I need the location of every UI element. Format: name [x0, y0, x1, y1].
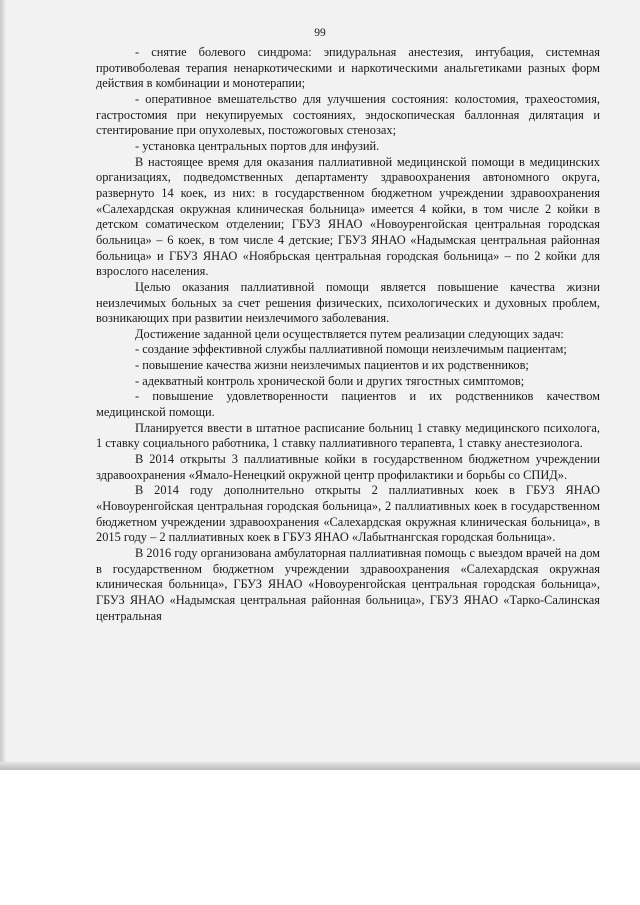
paragraph-task-quality: - повышение качества жизни неизлечимых пациентов и их родственников;	[135, 358, 529, 373]
paragraph-central-ports: - установка центральных портов для инфузий.	[135, 138, 380, 153]
paragraph-task-service: - создание эффективной службы паллиативной помощи неизлечимым пациентам;	[135, 342, 567, 357]
document-body	[96, 45, 600, 624]
scan-shadow-left	[0, 0, 6, 770]
paragraph-2016-outpatient: В 2016 году организована амбулаторная паллиативная помощь с выездом врачей на дом в государственном бюджетном учреждении здравоохранения «Салехардская окружная клиническая больница», ГБУЗ ЯНАО «Новоуренгойская центральная городская больница», ГБУЗ ЯНАО «Надымская центральная районная больница», ГБУЗ ЯНАО «Тарко-Салинская центральная	[96, 546, 600, 623]
paragraph-staffing-plan: Планируется ввести в штатное расписание больниц 1 ставку медицинского психолога, 1 ставку социального работника, 1 ставку паллиативного терапевта, 1 ставку анестезиолога.	[96, 420, 600, 451]
page-number: 99	[314, 27, 326, 39]
paragraph-task-satisfaction: - повышение удовлетворенности пациентов и их родственников качеством медицинской помощи.	[96, 389, 600, 420]
scan-shadow-bottom	[0, 762, 640, 770]
paragraph-2014-aids-center: В 2014 открыты 3 паллиативные койки в государственном бюджетном учреждении здравоохранения «Ямало-Ненецкий окружной центр профилактики и борьбы со СПИД».	[96, 452, 600, 482]
paragraph-surgical-intervention: - оперативное вмешательство для улучшения состояния: колостомия, трахеостомия, гастростомия при некупируемых состояниях, эндоскопическая баллонная дилятация и стентирование при опухолевых, постожоговых стенозах;	[96, 91, 600, 138]
paragraph-current-beds: В настоящее время для оказания паллиативной медицинской помощи в медицинских организациях, подведомственных департаменту здравоохранения автономного округа, развернуто 14 коек, из них: в государственном бюджетном учреждении здравоохранения «Салехардская окружная клиническая больница» имеется 4 койки, в том числе 2 койки в детском соматическом отделении; ГБУЗ ЯНАО «Новоуренгойская центральная городская больница» – 6 коек, в том числе 4 детские; ГБУЗ ЯНАО «Надымская центральная районная больница» и ГБУЗ ЯНАО «Ноябрьская центральная городская больница» – по 2 койки для взрослого населения.	[96, 154, 600, 279]
paragraph-pain-relief: - снятие болевого синдрома: эпидуральная анестезия, интубация, системная противоболевая терапия ненаркотическими и наркотическими анальгетиками разных форм действия в комбинации и монотерапии;	[96, 45, 600, 91]
paragraph-tasks-intro: Достижение заданной цели осуществляется путем реализации следующих задач:	[135, 326, 564, 341]
paragraph-2014-additional-beds: В 2014 году дополнительно открыты 2 паллиативных коек в ГБУЗ ЯНАО «Новоуренгойская центральная городская больница», 2 паллиативных коек в государственном бюджетном учреждении здравоохранения «Салехардская окружная клиническая больница», в 2015 году – 2 паллиативных коек в ГБУЗ ЯНАО «Лабытнангская городская больница».	[96, 483, 600, 545]
paragraph-goal: Целью оказания паллиативной помощи является повышение качества жизни неизлечимых больных за счет решения физических, психологических и духовных проблем, возникающих при развитии неизлечимого заболевания.	[96, 279, 600, 326]
paragraph-task-pain-control: - адекватный контроль хронической боли и других тягостных симптомов;	[135, 373, 525, 388]
